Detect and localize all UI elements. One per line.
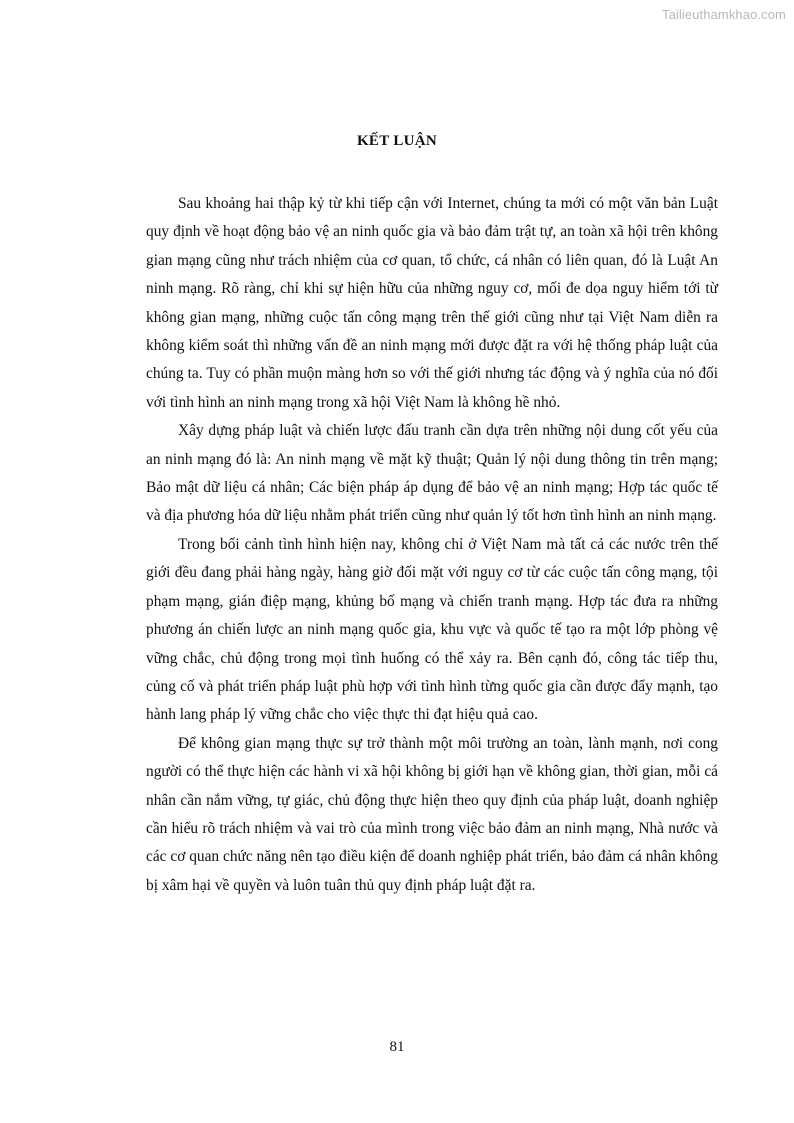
watermark-text: Tailieuthamkhao.com bbox=[661, 7, 786, 22]
page-number: 81 bbox=[389, 1039, 405, 1055]
paragraph-3: Trong bối cảnh tình hình hiện nay, không chỉ ở Việt Nam mà tất cả các nước trên thế giới đều đang phải hàng ngày, hàng giờ đối mặt với nguy cơ từ các cuộc tấn công mạng, tội phạm mạng, gián điệp mạng, khủng bố mạng và chiến tranh mạng. Hợp tác đưa ra những phương án chiến lược an ninh mạng quốc gia, khu vực và quốc tế tạo ra một lớp phòng vệ vững chắc, chủ động trong mọi tình huống có thể xảy ra. Bên cạnh đó, công tác tiếp thu, củng cố và phát triển pháp luật phù hợp với tình hình từng quốc gia cần được đẩy mạnh, tạo hành lang pháp lý vững chắc cho việc thực thi đạt hiệu quả cao. bbox=[146, 535, 718, 724]
page-title: KẾT LUẬN bbox=[356, 133, 438, 149]
paragraph-4: Để không gian mạng thực sự trở thành một môi trường an toàn, lành mạnh, nơi cong người có thể thực hiện các hành vi xã hội không bị giới hạn về không gian, thời gian, mỗi cá nhân cần nắm vững, tự giác, chủ động thực hiện theo quy định của pháp luật, doanh nghiệp cần hiểu rõ trách nhiệm và vai trò của mình trong việc bảo đảm an ninh mạng, Nhà nước và các cơ quan chức năng nên tạo điều kiện để doanh nghiệp phát triển, bảo đảm cá nhân không bị xâm hại về quyền và luôn tuân thủ quy định pháp luật đặt ra. bbox=[146, 734, 718, 894]
paragraph-2: Xây dựng pháp luật và chiến lược đấu tranh cần dựa trên những nội dung cốt yếu của an ninh mạng đó là: An ninh mạng về mặt kỹ thuật; Quản lý nội dung thông tin trên mạng; Bảo mật dữ liệu cá nhân; Các biện pháp áp dụng để bảo vệ an ninh mạng; Hợp tác quốc tế và địa phương hóa dữ liệu nhằm phát triển cũng như quản lý tốt hơn tình hình an ninh mạng. bbox=[146, 422, 718, 525]
body-text bbox=[146, 190, 718, 900]
paragraph-1: Sau khoảng hai thập kỷ từ khi tiếp cận với Internet, chúng ta mới có một văn bản Luật quy định về hoạt động bảo vệ an ninh quốc gia và bảo đảm trật tự, an toàn xã hội trên không gian mạng cũng như trách nhiệm của cơ quan, tổ chức, cá nhân có liên quan, đó là Luật An ninh mạng. Rõ ràng, chỉ khi sự hiện hữu của những nguy cơ, mối đe dọa nguy hiểm tới từ không gian mạng, những cuộc tấn công mạng trên thế giới cũng như tại Việt Nam diễn ra không kiểm soát thì những vấn đề an ninh mạng mới được đặt ra với hệ thống pháp luật của chúng ta. Tuy có phần muộn màng hơn so với thế giới nhưng tác động và ý nghĩa của nó đối với tình hình an ninh mạng trong xã hội Việt Nam là không hề nhỏ. bbox=[146, 195, 718, 411]
